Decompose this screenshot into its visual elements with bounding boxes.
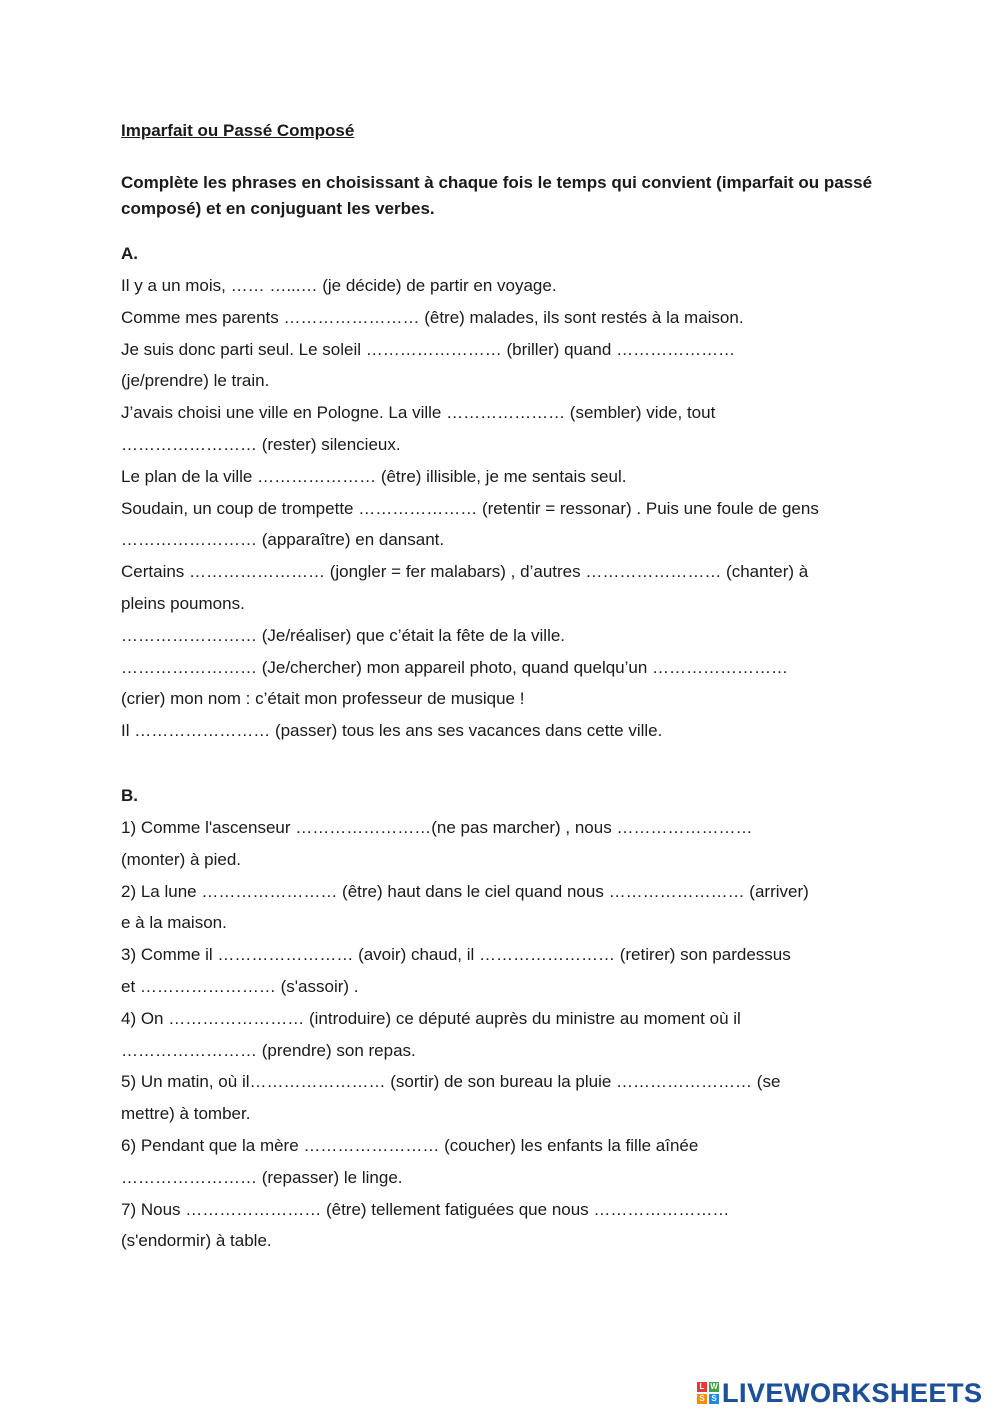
- exercise-line: (crier) mon nom : c’était mon professeur de musique !: [121, 689, 525, 709]
- section-a: [121, 242, 901, 747]
- exercise-line: …………………… (Je/réaliser) que c’était la fête de la ville.: [121, 625, 566, 645]
- exercise-line: 6) Pendant que la mère …………………… (coucher) les enfants la fille aînée: [121, 1135, 699, 1155]
- section-b-lines: [121, 812, 901, 1257]
- exercise-line: 5) Un matin, où il…………………… (sortir) de son bureau la pluie …………………… (se: [121, 1072, 781, 1092]
- exercise-line: …………………… (rester) silencieux.: [121, 434, 401, 454]
- logo-mark-tile: S: [697, 1394, 707, 1404]
- exercise-line: …………………… (apparaître) en dansant.: [121, 530, 445, 550]
- logo-mark-tile: S: [709, 1394, 719, 1404]
- liveworksheets-logo[interactable]: [697, 1378, 983, 1408]
- exercise-line: Il …………………… (passer) tous les ans ses vacances dans cette ville.: [121, 721, 663, 741]
- exercise-line: 2) La lune …………………… (être) haut dans le ciel quand nous …………………… (arriver): [121, 881, 809, 901]
- exercise-line: Comme mes parents …………………… (être) malades, ils sont restés à la maison.: [121, 307, 744, 327]
- section-b: [121, 784, 901, 1257]
- exercise-line: (monter) à pied.: [121, 849, 241, 869]
- exercise-line: J’avais choisi une ville en Pologne. La ville ………………… (sembler) vide, tout: [121, 403, 716, 423]
- exercise-line: Il y a un mois, …… …...… (je décide) de partir en voyage.: [121, 276, 557, 295]
- exercise-line: 4) On …………………… (introduire) ce député auprès du ministre au moment où il: [121, 1008, 741, 1028]
- exercise-line: …………………… (prendre) son repas.: [121, 1040, 416, 1060]
- exercise-line: (s'endormir) à table.: [121, 1231, 272, 1251]
- exercise-line: …………………… (repasser) le linge.: [121, 1167, 403, 1187]
- worksheet-title: Imparfait ou Passé Composé: [121, 121, 355, 140]
- exercise-line: mettre) à tomber.: [121, 1104, 251, 1124]
- logo-text: LIVEWORKSHEETS: [722, 1378, 983, 1408]
- exercise-line: Certains …………………… (jongler = fer malabars) , d’autres …………………… (chanter) à: [121, 562, 809, 582]
- exercise-line: Le plan de la ville ………………… (être) illisible, je me sentais seul.: [121, 466, 627, 486]
- exercise-line: pleins poumons.: [121, 593, 245, 613]
- logo-mark-tile: W: [710, 1382, 718, 1391]
- exercise-line: et …………………… (s'assoir) .: [121, 976, 359, 996]
- section-a-label: A.: [121, 244, 138, 263]
- logo-mark-icon: [697, 1382, 719, 1404]
- exercise-line: 1) Comme l'ascenseur ……………………(ne pas marcher) , nous ……………………: [121, 818, 753, 837]
- section-b-label: B.: [121, 786, 138, 805]
- exercise-line: …………………… (Je/chercher) mon appareil photo, quand quelqu’un ……………………: [121, 657, 789, 677]
- logo-mark-tile: L: [697, 1382, 707, 1392]
- exercise-line: 3) Comme il …………………… (avoir) chaud, il …………………… (retirer) son pardessus: [121, 945, 791, 965]
- exercise-line: e à la maison.: [121, 913, 227, 933]
- section-a-lines: [121, 270, 901, 747]
- exercise-line: Soudain, un coup de trompette ………………… (retentir = ressonar) . Puis une foule de gens: [121, 498, 819, 518]
- instructions: Complète les phrases en choisissant à chaque fois le temps qui convient (imparfait ou passé composé) et en conjuguant les verbes.: [121, 173, 873, 218]
- exercise-line: Je suis donc parti seul. Le soleil …………………… (briller) quand …………………: [121, 339, 736, 359]
- exercise-line: (je/prendre) le train.: [121, 371, 270, 391]
- exercise-line: 7) Nous …………………… (être) tellement fatiguées que nous ……………………: [121, 1199, 730, 1219]
